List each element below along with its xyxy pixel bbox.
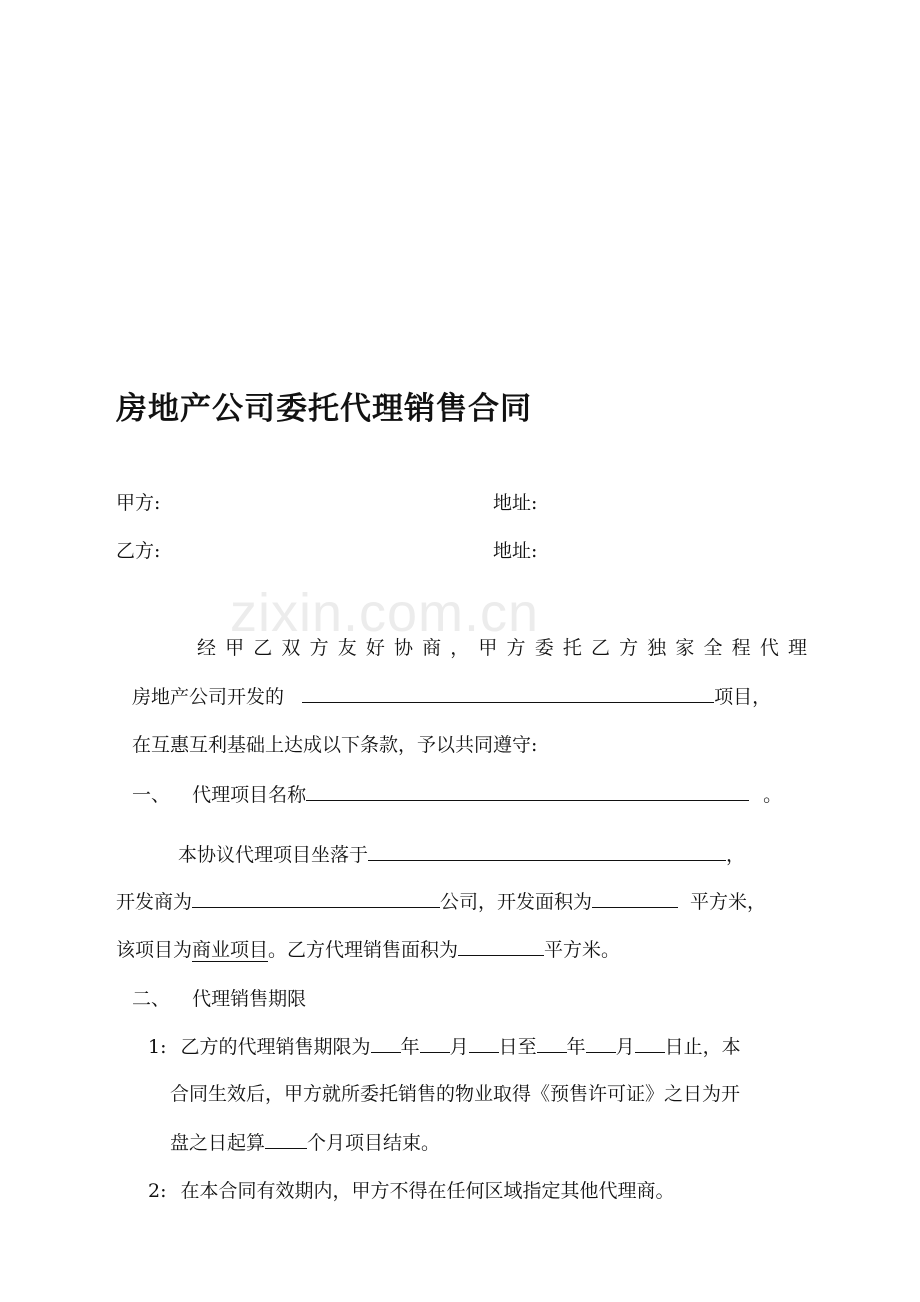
- sales-area-blank[interactable]: [458, 936, 544, 956]
- end-year-label: 年: [566, 1036, 586, 1058]
- location-text: 本协议代理项目坐落于: [178, 844, 369, 866]
- start-day-blank[interactable]: [469, 1033, 499, 1053]
- project-title-blank[interactable]: [306, 781, 749, 801]
- intro-line-1: [197, 635, 807, 661]
- party-b-label: 乙方:: [116, 540, 161, 562]
- section-1-title: 代理项目名称: [192, 784, 307, 806]
- developer-blank[interactable]: [192, 888, 440, 908]
- developer-line: [116, 888, 766, 915]
- sales-area-text: 。乙方代理销售面积为: [268, 939, 459, 961]
- months-suffix: 个月项目结束。: [307, 1132, 441, 1154]
- end-day-blank[interactable]: [635, 1033, 665, 1053]
- location-line: [178, 841, 745, 868]
- end-day-label: 日止，本: [664, 1036, 741, 1058]
- intro-line-3: 在互惠互利基础上达成以下条款，予以共同遵守:: [132, 734, 538, 756]
- intro-line-1-char: 方: [309, 637, 329, 659]
- intro-line-1-char: 方: [506, 637, 526, 659]
- start-month-blank[interactable]: [420, 1033, 450, 1053]
- section-1-heading: [132, 781, 782, 808]
- intro-line-1-char: 理: [787, 637, 807, 659]
- project-name-blank[interactable]: [302, 683, 714, 703]
- months-blank[interactable]: [265, 1129, 307, 1149]
- project-type-value: 商业项目: [192, 939, 269, 961]
- intro-line-1-char: 双: [281, 637, 301, 659]
- intro-line-2: [132, 683, 771, 710]
- intro-line-1-char: ，: [450, 637, 470, 659]
- item-1-number: 1:: [148, 1036, 167, 1058]
- project-type-prefix: 该项目为: [116, 939, 193, 961]
- development-area-blank[interactable]: [592, 888, 678, 908]
- section-2-number: 二、: [132, 988, 171, 1010]
- intro-developer-text: 房地产公司开发的: [132, 686, 285, 708]
- start-month-label: 月: [449, 1036, 469, 1058]
- intro-line-1-char: 商: [422, 637, 442, 659]
- intro-line-1-char: 乙: [590, 637, 610, 659]
- item-1-line-1: [148, 1033, 741, 1060]
- intro-line-1-char: 方: [619, 637, 639, 659]
- item-2-text: 在本合同有效期内，甲方不得在任何区域指定其他代理商。: [180, 1180, 675, 1202]
- intro-project-suffix: 项目，: [714, 686, 772, 708]
- item-2-number: 2:: [148, 1180, 167, 1202]
- developer-unit: 平方米，: [690, 891, 767, 913]
- section-1-end: 。: [763, 784, 783, 806]
- intro-line-1-char: 独: [647, 637, 667, 659]
- project-type-line: [116, 936, 620, 963]
- item-1-line-3: [170, 1129, 440, 1156]
- party-a-address-label: 地址:: [493, 492, 538, 514]
- start-day-label: 日至: [498, 1036, 537, 1058]
- location-suffix: ，: [726, 844, 746, 866]
- intro-line-1-char: 协: [393, 637, 413, 659]
- start-year-label: 年: [400, 1036, 420, 1058]
- item-1-text: 乙方的代理销售期限为: [180, 1036, 371, 1058]
- sales-area-unit: 平方米。: [544, 939, 621, 961]
- party-b-address-label: 地址:: [493, 540, 538, 562]
- developer-text: 开发商为: [116, 891, 193, 913]
- intro-line-1-char: 托: [562, 637, 582, 659]
- intro-line-1-char: 经: [197, 637, 217, 659]
- party-a-label: 甲方:: [116, 492, 161, 514]
- intro-line-1-char: 全: [703, 637, 723, 659]
- end-month-blank[interactable]: [586, 1033, 616, 1053]
- intro-line-1-char: 甲: [478, 637, 498, 659]
- intro-line-1-char: 代: [759, 637, 779, 659]
- end-month-label: 月: [615, 1036, 635, 1058]
- intro-line-1-char: 程: [731, 637, 751, 659]
- intro-line-1-char: 友: [337, 637, 357, 659]
- intro-line-1-char: 乙: [253, 637, 273, 659]
- section-2-title: 代理销售期限: [192, 988, 307, 1010]
- section-2-heading: [132, 986, 306, 1012]
- item-1-line-2: 合同生效后，甲方就所委托销售的物业取得《预售许可证》之日为开: [170, 1083, 741, 1105]
- end-year-blank[interactable]: [537, 1033, 567, 1053]
- developer-company-text: 公司，开发面积为: [440, 891, 593, 913]
- document-title: 房地产公司委托代理销售合同: [116, 391, 532, 427]
- start-year-blank[interactable]: [371, 1033, 401, 1053]
- section-1-number: 一、: [132, 784, 171, 806]
- item-2-line: [148, 1178, 675, 1204]
- watermark: zixin.com.cn: [230, 583, 540, 643]
- intro-line-1-char: 甲: [225, 637, 245, 659]
- location-blank[interactable]: [368, 841, 726, 861]
- intro-line-1-char: 家: [675, 637, 695, 659]
- intro-line-1-char: 委: [534, 637, 554, 659]
- intro-line-1-char: 好: [365, 637, 385, 659]
- months-prefix: 盘之日起算: [170, 1132, 266, 1154]
